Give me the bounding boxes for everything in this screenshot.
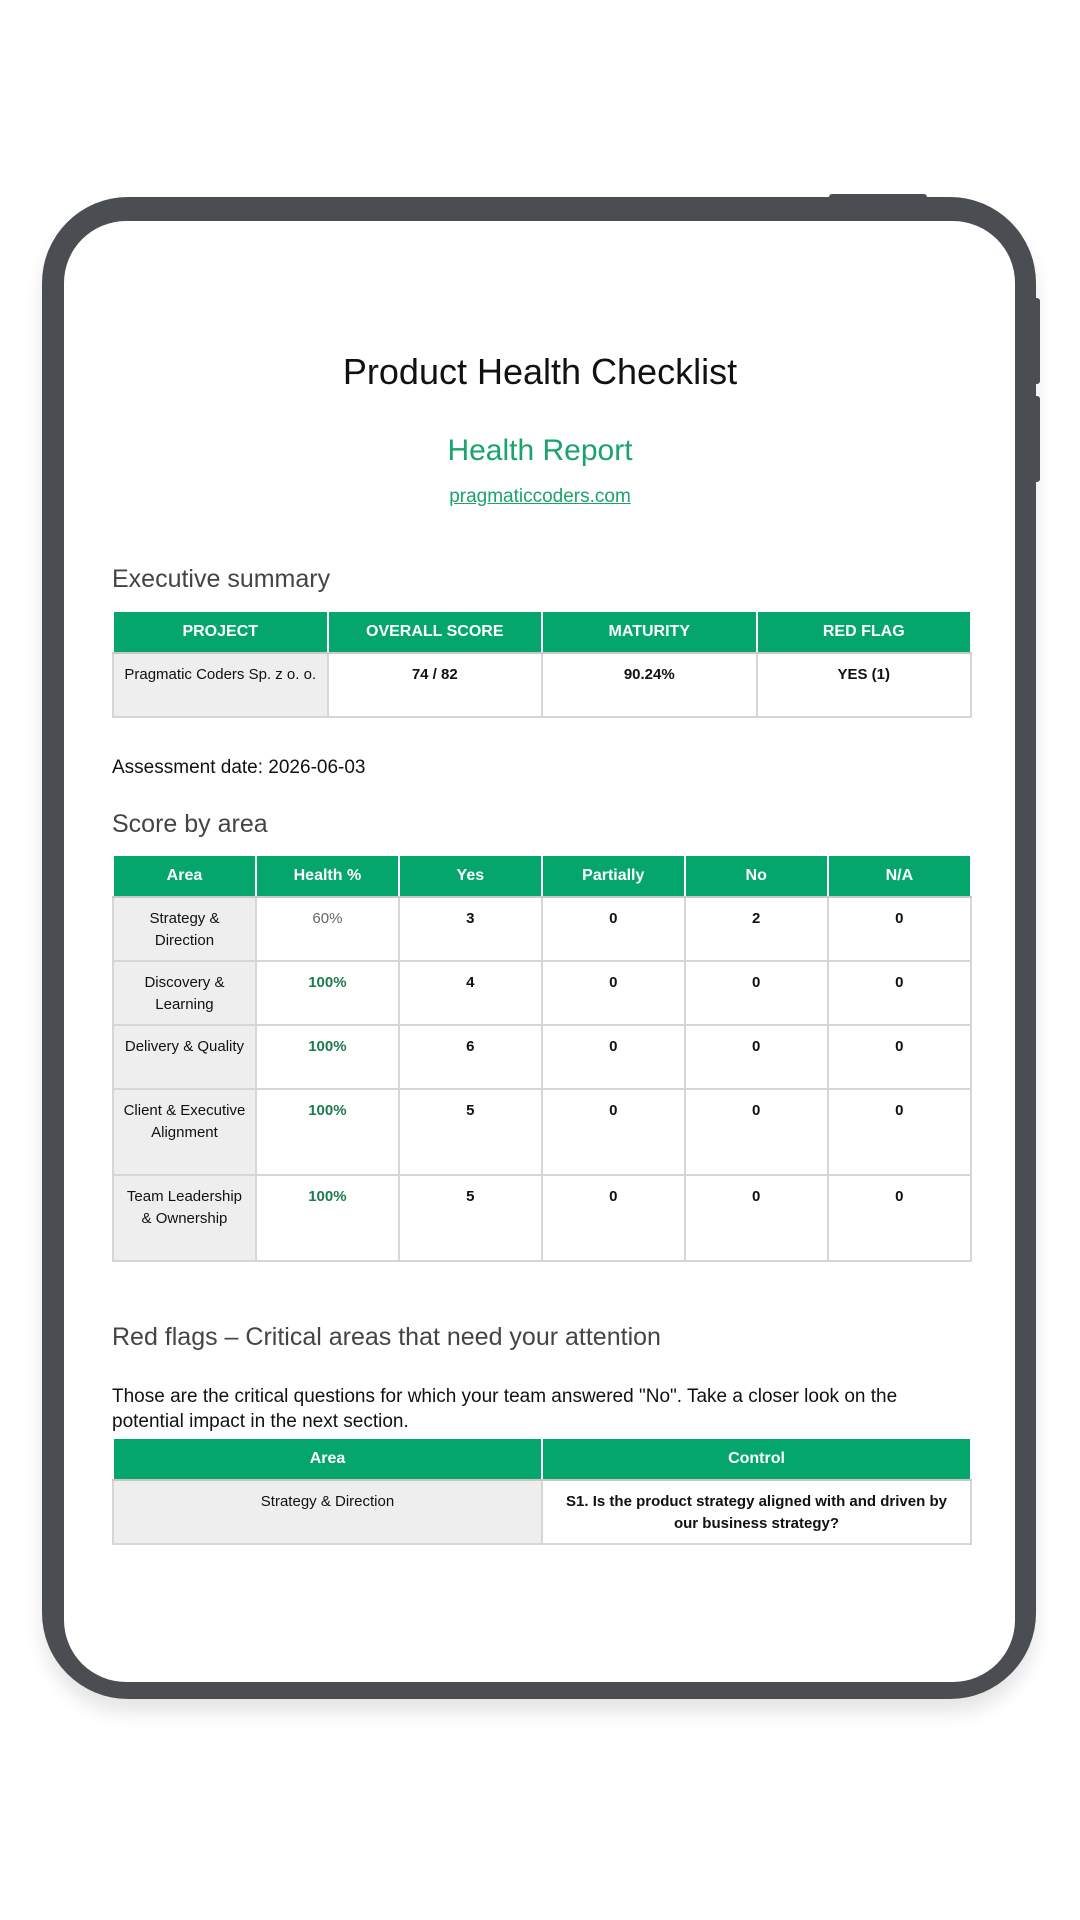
area-yes: 5 [399, 1089, 542, 1175]
table-row [113, 961, 971, 1025]
area-partially: 0 [542, 897, 685, 961]
area-na: 0 [828, 1025, 971, 1089]
area-health: 100% [256, 1175, 399, 1261]
red-flags-heading: Red flags – Critical areas that need your attention [112, 1323, 661, 1351]
area-header-yes: Yes [399, 855, 542, 897]
area-header-no: No [685, 855, 828, 897]
summary-header-score: OVERALL SCORE [328, 611, 543, 653]
website-link[interactable]: pragmaticcoders.com [449, 486, 631, 507]
area-name: Client & Executive Alignment [113, 1089, 256, 1175]
area-header-na: N/A [828, 855, 971, 897]
summary-header-red-flag: RED FLAG [757, 611, 972, 653]
area-header-partially: Partially [542, 855, 685, 897]
area-no: 2 [685, 897, 828, 961]
summary-value-row [113, 653, 971, 717]
summary-red-flag-value: YES (1) [757, 653, 972, 717]
area-na: 0 [828, 897, 971, 961]
red-flags-header-row [113, 1438, 971, 1480]
area-na: 0 [828, 1175, 971, 1261]
tablet-top-button [829, 194, 927, 201]
executive-summary-table [112, 610, 972, 718]
area-partially: 0 [542, 961, 685, 1025]
area-partially: 0 [542, 1025, 685, 1089]
area-name: Strategy & Direction [113, 897, 256, 961]
summary-maturity-value: 90.24% [542, 653, 757, 717]
summary-score-value: 74 / 82 [328, 653, 543, 717]
area-partially: 0 [542, 1175, 685, 1261]
area-no: 0 [685, 1175, 828, 1261]
area-na: 0 [828, 961, 971, 1025]
red-flag-area: Strategy & Direction [113, 1480, 542, 1544]
red-flag-control: S1. Is the product strategy aligned with and driven by our business strategy? [542, 1480, 971, 1544]
score-by-area-table [112, 854, 972, 1262]
area-no: 0 [685, 961, 828, 1025]
area-header-row [113, 855, 971, 897]
area-name: Delivery & Quality [113, 1025, 256, 1089]
area-partially: 0 [542, 1089, 685, 1175]
table-row [113, 1089, 971, 1175]
red-flags-table [112, 1437, 972, 1545]
area-health: 100% [256, 961, 399, 1025]
red-flags-intro: Those are the critical questions for which your team answered "No". Take a closer look on the potential impact in the next section. [112, 1386, 898, 1432]
area-yes: 3 [399, 897, 542, 961]
score-by-area-heading: Score by area [112, 810, 268, 838]
area-header-health: Health % [256, 855, 399, 897]
executive-summary-heading: Executive summary [112, 565, 331, 593]
area-health: 100% [256, 1089, 399, 1175]
assessment-date: Assessment date: 2026-06-03 [112, 757, 366, 778]
red-flags-header-control: Control [542, 1438, 971, 1480]
area-yes: 5 [399, 1175, 542, 1261]
table-row [113, 1480, 971, 1544]
summary-header-row [113, 611, 971, 653]
area-name: Discovery & Learning [113, 961, 256, 1025]
document-subtitle: Health Report [447, 434, 633, 467]
area-yes: 4 [399, 961, 542, 1025]
document-title: Product Health Checklist [342, 351, 738, 392]
table-row [113, 897, 971, 961]
area-no: 0 [685, 1025, 828, 1089]
area-yes: 6 [399, 1025, 542, 1089]
area-health: 60% [256, 897, 399, 961]
area-name: Team Leadership & Ownership [113, 1175, 256, 1261]
area-health: 100% [256, 1025, 399, 1089]
area-no: 0 [685, 1089, 828, 1175]
summary-project-value: Pragmatic Coders Sp. z o. o. [113, 653, 328, 717]
area-na: 0 [828, 1089, 971, 1175]
red-flags-header-area: Area [113, 1438, 542, 1480]
area-header-area: Area [113, 855, 256, 897]
summary-header-project: PROJECT [113, 611, 328, 653]
table-row [113, 1175, 971, 1261]
summary-header-maturity: MATURITY [542, 611, 757, 653]
table-row [113, 1025, 971, 1089]
